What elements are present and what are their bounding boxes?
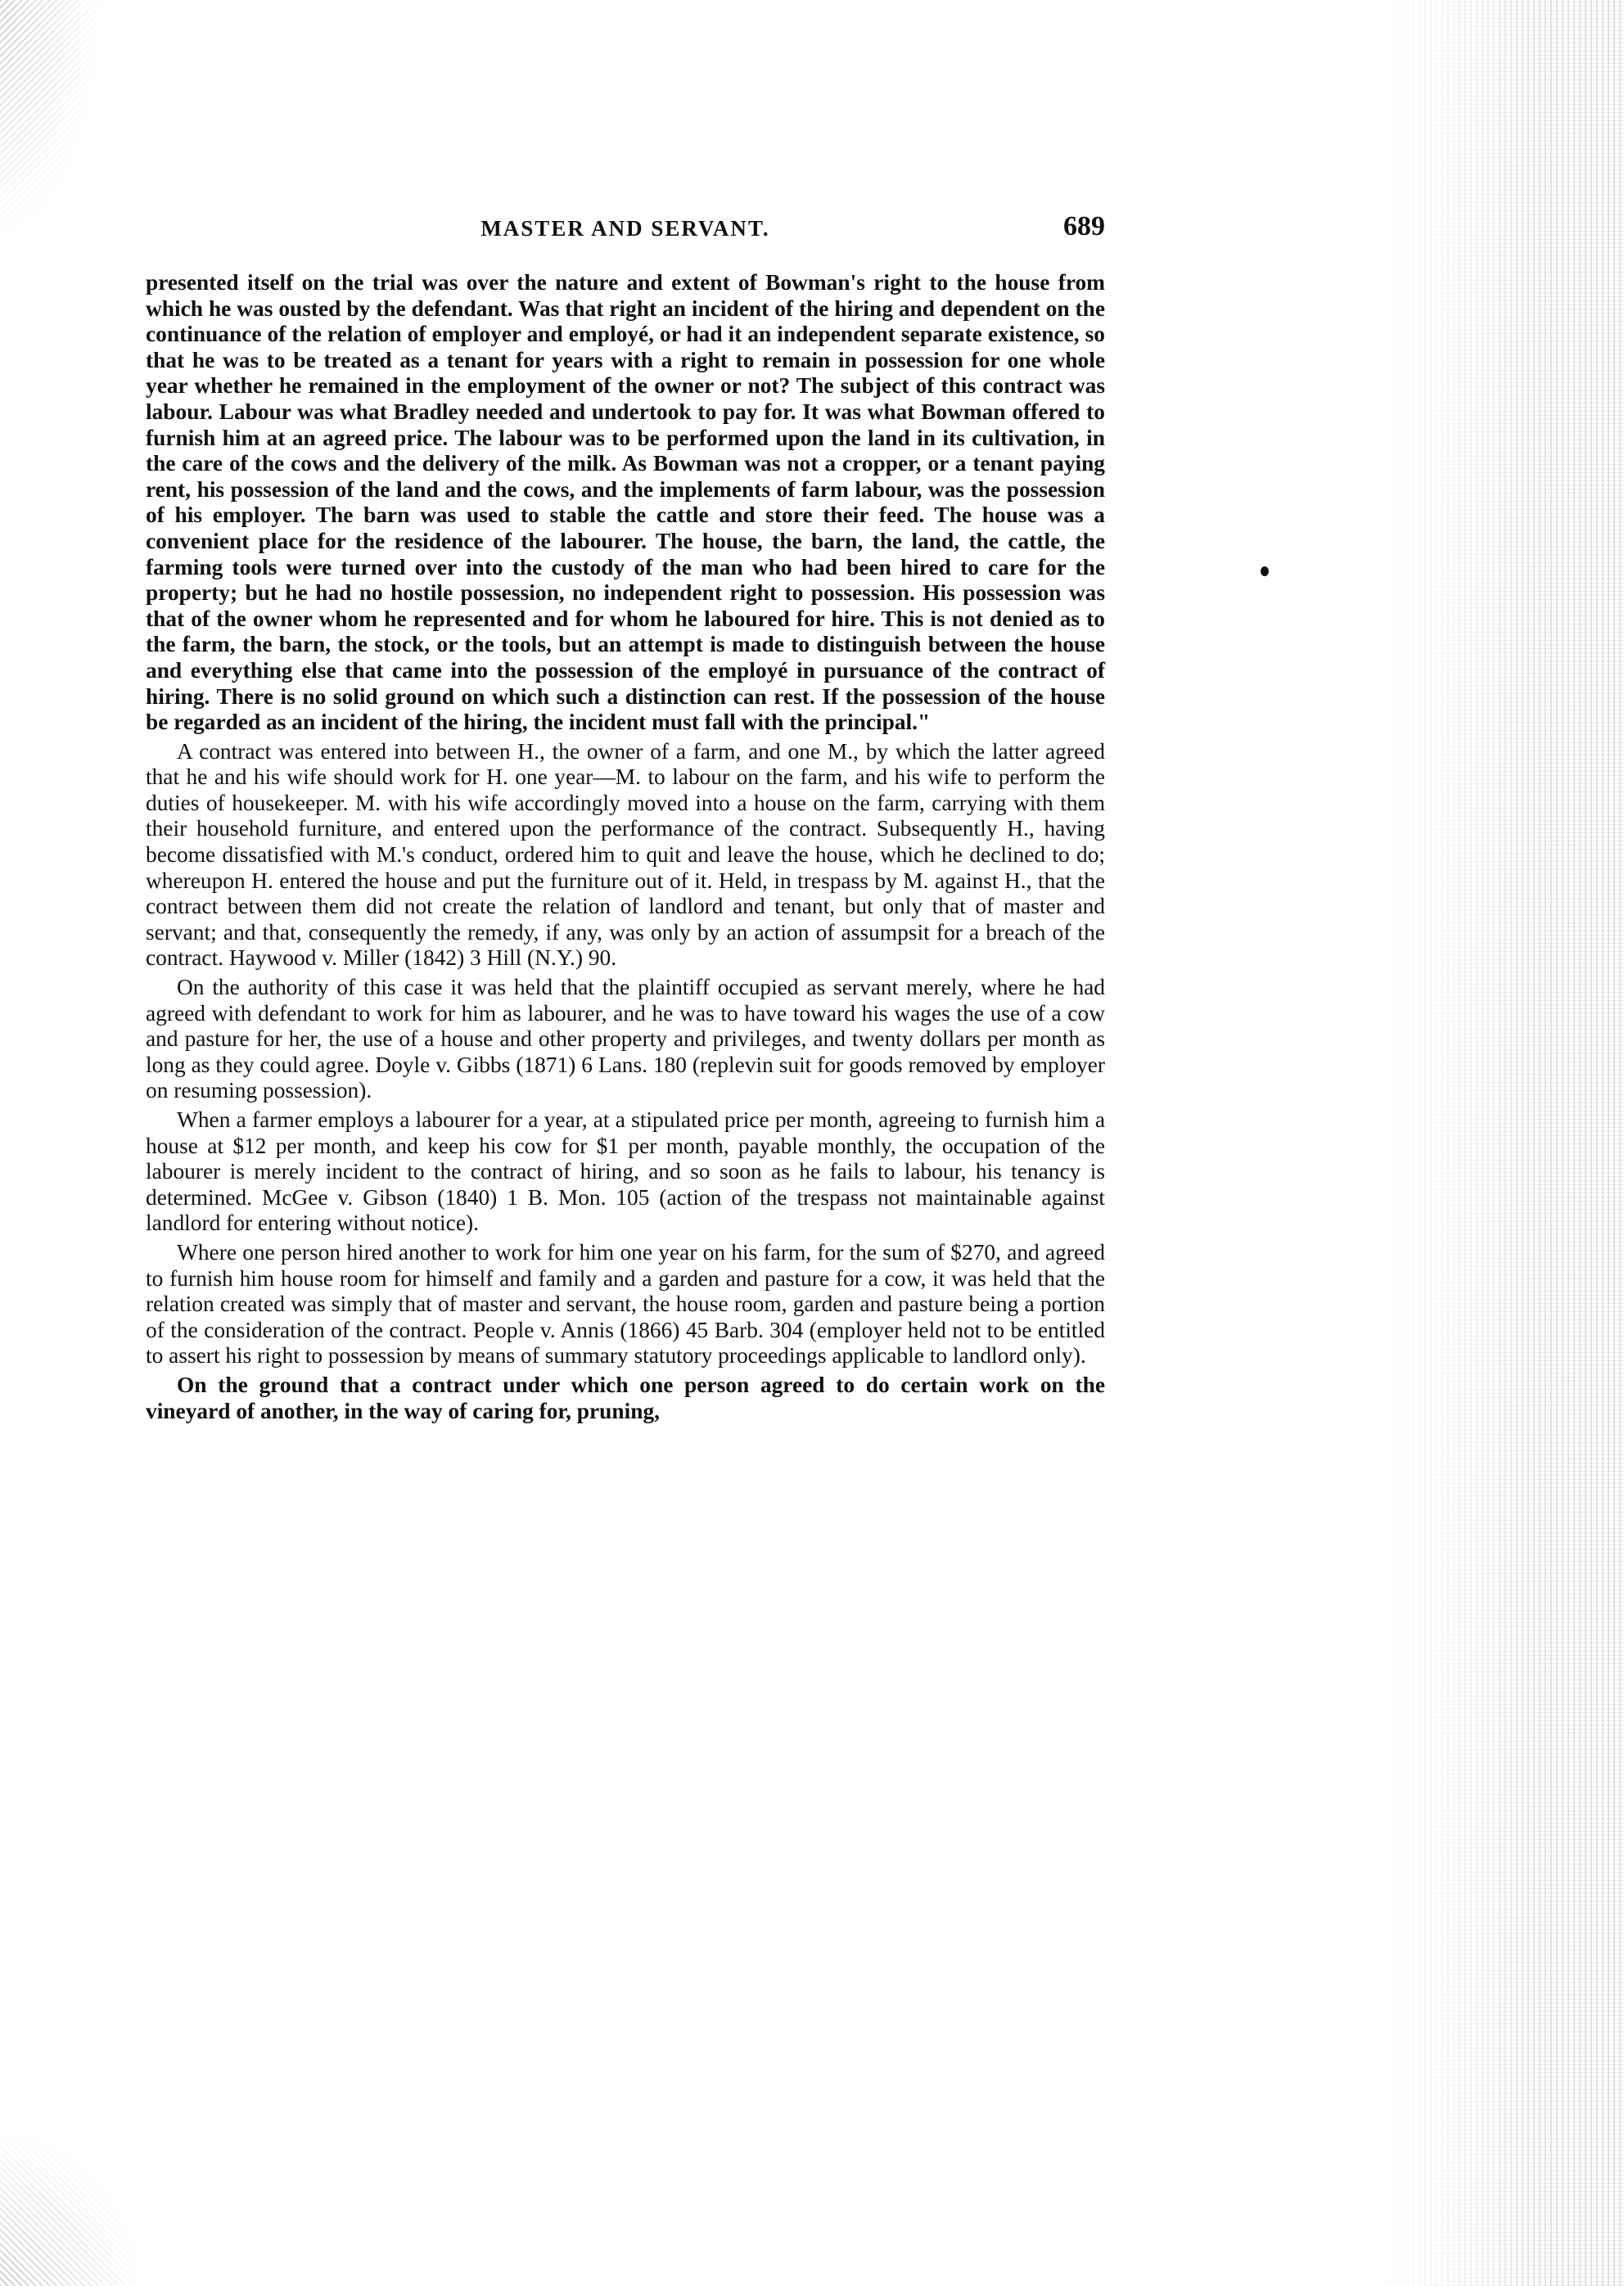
mcgee-v-gibson-paragraph: When a farmer employs a labourer for a year, at a stipulated price per month, agreeing to furnish him a house at $12 per month, and keep his cow for $1 per month, payable monthly, the occupation of the labourer is merely incident to the contract of hiring, and so soon as he fails to labour, his tenancy is determined. McGee v. Gibson (1840) 1 B. Mon. 105 (action of the trespass not maintainable against landlord for entering without notice). (146, 1107, 1105, 1236)
book-page (146, 211, 1105, 1427)
ink-speck (1261, 566, 1269, 576)
page-number: 689 (1063, 211, 1105, 241)
vineyard-contract-paragraph: On the ground that a contract under which one person agreed to do certain work on the vineyard of another, in the way of caring for, pruning, (146, 1372, 1105, 1423)
running-head (146, 211, 1105, 252)
scan-edge-right (1378, 0, 1624, 2286)
doyle-v-gibbs-paragraph: On the authority of this case it was held that the plaintiff occupied as servant merely, where he had agreed with defendant to work for him as labourer, and he was to have toward his wages the use of a cow and pasture for her, the use of a house and other property and privileges, and twenty dollars per month as long as they could agree. Doyle v. Gibbs (1871) 6 Lans. 180 (replevin suit for goods removed by employer on resuming possession). (146, 975, 1105, 1103)
scan-corner-top-left (0, 0, 106, 246)
scan-corner-bottom-left (0, 2122, 147, 2286)
people-v-annis-paragraph: Where one person hired another to work for him one year on his farm, for the sum of $270, and agreed to furnish him house room for himself and family and a garden and pasture for a cow, it was held that the relation created was simply that of master and servant, the house room, garden and pasture being a portion of the consideration of the contract. People v. Annis (1866) 45 Barb. 304 (employer held not to be entitled to assert his right to possession by means of summary statutory proceedings applicable to landlord only). (146, 1239, 1105, 1368)
text-body (146, 270, 1105, 1424)
haywood-v-miller-paragraph: A contract was entered into between H., the owner of a farm, and one M., by which the latter agreed that he and his wife should work for H. one year—M. to labour on the farm, and his wife to perform the duties of housekeeper. M. with his wife accordingly moved into a house on the farm, carrying with them their household furniture, and entered upon the performance of the contract. Subsequently H., having become dissatisfied with M.'s conduct, ordered him to quit and leave the house, which he declined to do; whereupon H. entered the house and put the furniture out of it. Held, in trespass by M. against H., that the contract between them did not create the relation of landlord and tenant, but only that of master and servant; and that, consequently the remedy, if any, was only by an action of assumpsit for a breach of the contract. Haywood v. Miller (1842) 3 Hill (N.Y.) 90. (146, 738, 1105, 971)
quoted-opinion-paragraph: presented itself on the trial was over the nature and extent of Bowman's right to the house from which he was ousted by the defendant. Was that right an incident of the hiring and dependent on the continuance of the relation of employer and employé, or had it an independent separate existence, so that he was to be treated as a tenant for years with a right to remain in possession for one whole year whether he remained in the employment of the owner or not? The subject of this contract was labour. Labour was what Bradley needed and undertook to pay for. It was what Bowman offered to furnish him at an agreed price. The labour was to be performed upon the land in its cultivation, in the care of the cows and the delivery of the milk. As Bowman was not a cropper, or a tenant paying rent, his possession of the land and the cows, and the implements of farm labour, was the possession of his employer. The barn was used to stable the cattle and store their feed. The house was a convenient place for the residence of the labourer. The house, the barn, the land, the cattle, the farming tools were turned over into the custody of the man who had been hired to care for the property; but he had no hostile possession, no independent right to possession. His possession was that of the owner whom he represented and for whom he laboured for hire. This is not denied as to the farm, the barn, the stock, or the tools, but an attempt is made to distinguish between the house and everything else that came into the possession of the employé in pursuance of the contract of hiring. There is no solid ground on which such a distinction can rest. If the possession of the house be regarded as an incident of the hiring, the incident must fall with the principal." (146, 270, 1105, 735)
running-head-title: MASTER AND SERVANT. (480, 216, 770, 241)
